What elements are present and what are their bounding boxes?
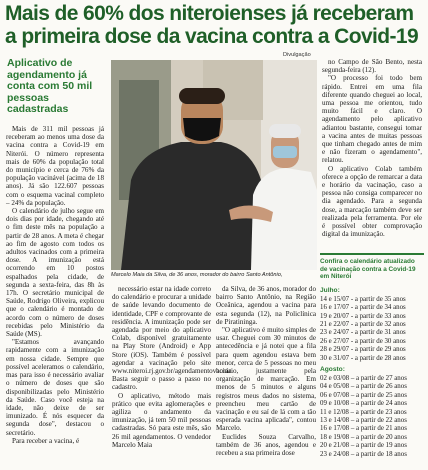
- vaccination-photo: [111, 60, 317, 270]
- schedule-entry: 18 e 19/08 – a partir de 20 anos: [320, 433, 407, 441]
- side-headline: Aplicativo de agendamento já conta com 50 mil pessoas cadastradas: [7, 57, 93, 115]
- schedule-entry: 11 e 12/08 – a partir de 23 anos: [320, 408, 407, 416]
- schedule-list: [320, 296, 424, 363]
- calendar-months: [320, 287, 424, 459]
- paragraph: Para receber a vacina, é: [12, 436, 80, 445]
- paragraph: "O aplicativo é muito simples de usar. Cheguei com 30 minutos de antecedência e já notei que a fila para quem agendou estava bem menor, cerca de 5 pessoas no meu horário, justamente pela organização de marcação. Em menos de 5 minutos e alguns registros meus dados no sistema, preencheu meu cartão de vacinação e eu saí de lá com a tão esperada vacina aplicada", contou Marcelo.: [216, 326, 316, 433]
- paragraph: O aplicativo Colab também oferece a opção de remarcar a data e horário da vacinação, caso a pessoa não consiga comparecer no dia agendado. Para a segunda dose, a marcação também deve ser realizada pela ferramenta. Por ele é possível obter comprovação digital da imunização.: [322, 164, 422, 239]
- schedule-entry: 06 e 07/08 – a partir de 25 anos: [320, 391, 407, 399]
- paragraph: no Campo de São Bento, nesta segunda-feira (12).: [322, 58, 422, 75]
- month-heading: Julho:: [320, 286, 340, 294]
- schedule-entry: 16 e 17/08 – a partir de 21 anos: [320, 425, 407, 433]
- article-column-2: [112, 285, 234, 449]
- schedule-entry: 26 e 27/07 - a partir de 30 anos: [320, 337, 406, 345]
- article-column-3: [216, 285, 316, 457]
- paragraph: Euclides Souza Carvalho, também de 36 anos, agendou e recebeu a sua primeira dose: [216, 432, 316, 458]
- photo-credit: Divulgação: [283, 52, 311, 58]
- schedule-entry: 23 e 24/07 - a partir de 31 anos: [320, 329, 406, 337]
- paragraph: "O processo foi todo bem rápido. Entrei em uma fila diferente quando cheguei ao local, uma pessoa me orientou, tudo muito fácil e claro. O agendamento pelo aplicativo adiantou bastante, consegui tomar a vacina antes de muitas pessoas que tinham chegado antes de mim e não fizeram o agendamento", relatou.: [322, 74, 422, 165]
- schedule-entry: 30 e 31/07 - a partir de 28 anos: [320, 354, 406, 362]
- paragraph: O calendário de julho segue em dois dias por idade, chegando até o fim deste mês na população a partir de 28 anos. A meta é chegar ao fim de agosto com todos os adultos vacinados com a primeira dose. A imunização está ocorrendo em 10 postos espalhados pela cidade, de segunda a sexta-feira, das 8h às 17h. O secretário municipal de Saúde, Rodrigo Oliveira, explicou que o calendário é montado de acordo com o número de doses recebidas pelo Ministério da Saúde (MS).: [6, 207, 104, 339]
- schedule-entry: 09 e 10/08 – a partir de 24 anos: [320, 400, 407, 408]
- schedule-entry: 16 e 17/07 - a partir de 34 anos: [320, 304, 406, 312]
- calendar-title: Confira o calendário atualizado de vacinação contra a Covid-19 em Niterói: [320, 258, 416, 281]
- schedule-entry: 23 e 24/08 – a partir de 18 anos: [320, 450, 407, 458]
- schedule-entry: 04 e 05/08 – a partir de 26 anos: [320, 383, 407, 391]
- schedule-entry: 02 e 03/08 – a partir de 27 anos: [320, 375, 407, 383]
- paragraph: O aplicativo, método mais prático que evita aglomerações e agiliza o andamento da imunização, já tem 50 mil pessoas cadastradas. Só para este mês, são 26 mil agendamentos. O vendedor Marcelo Maia: [112, 391, 211, 449]
- article-column-1: [6, 125, 104, 445]
- paragraph: necessário estar na idade correto do calendário e procurar a unidade de saúde levando documento de identidade, CPF e comprovante de residência. A imunização pode ser agendada por meio do aplicativo Colab, disponível gratuitamente na Play Store (Android) e App Store (iOS). Também é possível agendar a vacinação pelo site www.niteroi.rj.gov.br/agendamentovacina. Basta seguir o passo a passo no cadastro.: [112, 285, 234, 392]
- calendar-box: [320, 253, 424, 459]
- schedule-list: [320, 375, 424, 459]
- schedule-entry: 14 e 15/07 - a partir de 35 anos: [320, 295, 406, 303]
- paragraph: Mais de 311 mil pessoas já receberam ao menos uma dose da vacina contra a Covid-19 em Niterói. O número representa mais de 60% da população total do município e cerca de 76% da população vacinável (acima de 18 anos). Já são 122.607 pessoas com o esquema vacinal completo – 24% da população.: [6, 125, 104, 207]
- paragraph: "Estamos avançando rapidamente com a imunização em nossa cidade. Sempre que possível aceleramos o calendário, mas para isso é necessário avaliar o número de doses que são disponibilizadas pelo Ministério da Saúde. Caso você esteja na idade, não deixe de ser imunizado. É nós esquecer da segunda dose", destacou o secretário.: [6, 338, 104, 437]
- headline: Mais de 60% dos niteroienses já receberam a primeira dose da vacina contra a Covid-19: [5, 2, 419, 48]
- schedule-entry: 28 e 29/07 - a partir de 29 anos: [320, 346, 406, 354]
- schedule-entry: 13 e 14/08 – a partir de 22 anos: [320, 417, 407, 425]
- photo-caption: Marcelo Maia da Silva, de 36 anos, morador do bairro Santo Antônio,: [111, 272, 283, 278]
- schedule-entry: 19 e 20/07 - a partir de 33 anos: [320, 312, 406, 320]
- month-heading: Agosto:: [320, 366, 345, 374]
- schedule-entry: 21 e 22/07 - a partir de 32 anos: [320, 321, 406, 328]
- paragraph: da Silva, de 36 anos, morador do bairro Santo Antônio, na Região Oceânica, agendou a vacina para esta segunda (12), na Policlínica de Piratininga.: [216, 285, 316, 326]
- article-column-4: [322, 58, 422, 238]
- schedule-entry: 20 e 21/08 – a partir de 19 anos: [320, 442, 407, 450]
